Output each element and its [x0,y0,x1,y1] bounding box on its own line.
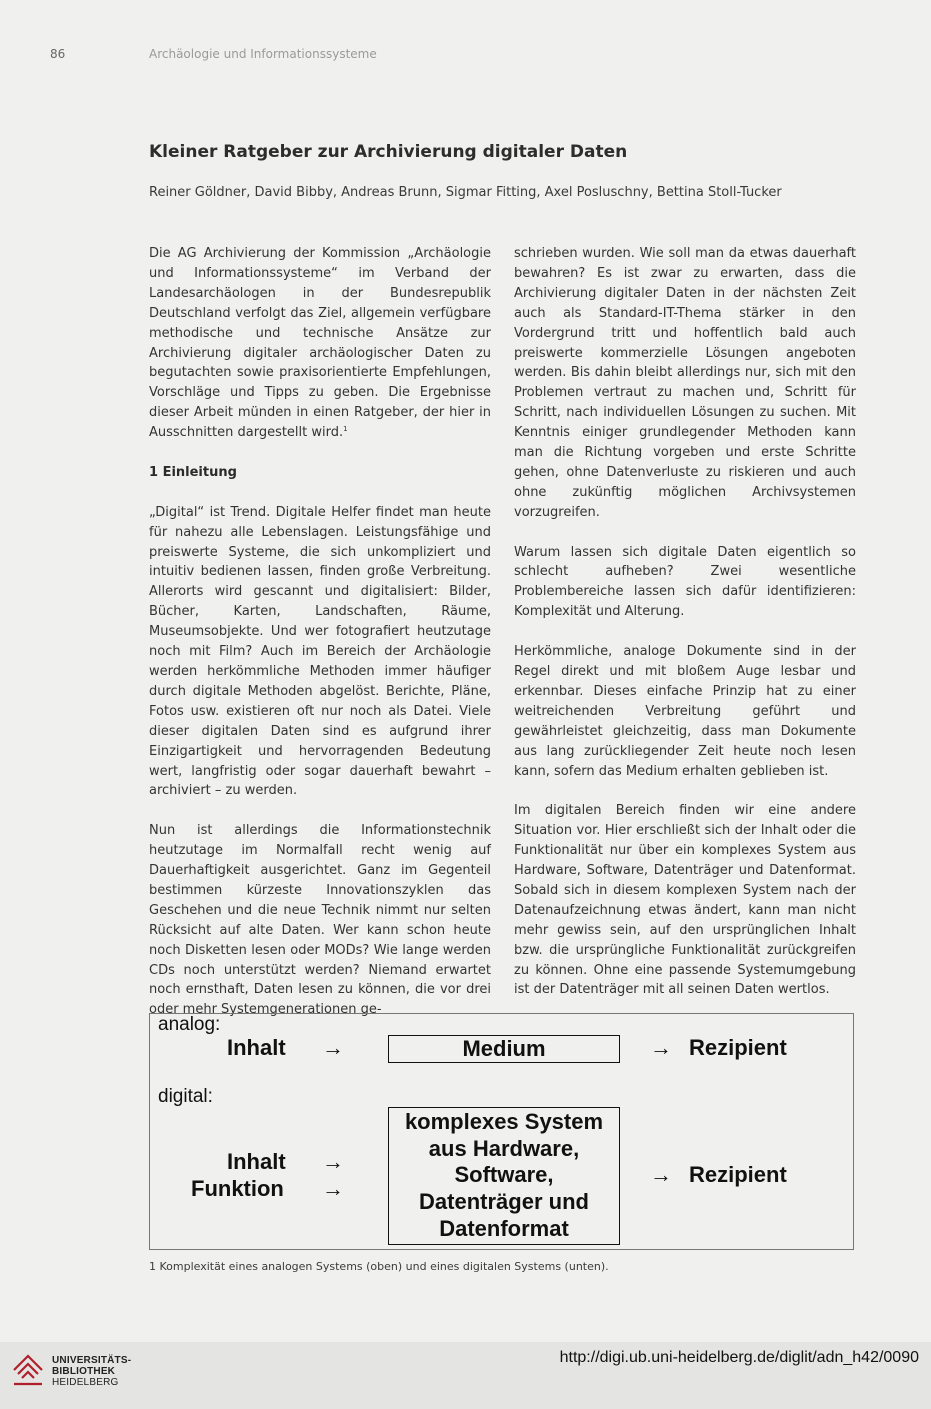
article-authors: Reiner Göldner, David Bibby, Andreas Brunn, Sigmar Fitting, Axel Posluschny, Bettina Stoll-Tucker [149,185,782,200]
library-logo-text[interactable] [52,1355,131,1388]
page-number: 86 [50,47,66,61]
arrow-icon: → [322,1176,344,1201]
permalink-url[interactable]: http://digi.ub.uni-heidelberg.de/diglit/adn_h42/0090 [559,1349,919,1366]
running-head: Archäologie und Informationssysteme [149,47,377,61]
article-title: Kleiner Ratgeber zur Archivierung digitaler Daten [149,142,628,162]
logo-line: BIBLIOTHEK [52,1366,116,1377]
right-column [514,244,856,1020]
digital-source-inhalt: Inhalt [227,1149,286,1174]
paragraph: Nun ist allerdings die Informationstechnik heutzutage im Normalfall recht wenig auf Dauerhaftigkeit ausgerichtet. Ganz im Gegenteil bestimmen kürzeste Innovationszyklen das Geschehen und die neue Technik nimmt nur selten Rücksicht auf alte Daten. Wer kann schon heute noch Disketten lesen oder MODs? Wie lange werden CDs noch unterstützt werden? Niemand erwartet noch ernsthaft, Daten lesen zu können, die vor drei oder mehr Systemgenerationen ge- [149,823,491,1018]
analog-recipient: Rezipient [689,1035,787,1060]
paragraph: Herkömmliche, analoge Dokumente sind in der Regel direkt und mit bloßem Auge lesbar und erkennbar. Dieses einfache Prinzip hat zu einer weitreichenden Verbreitung geführt und gewährleistet gleichzeitig, dass man Dokumente aus lang zurückliegender Zeit heute noch lesen kann, sofern das Medium erhalten geblieben ist. [514,644,856,779]
paragraph: schrieben wurden. Wie soll man da etwas dauerhaft bewahren? Es ist zwar zu erwarten, dass die Archivierung digitaler Daten in der nächsten Zeit auch als Standard-IT-Thema stärker in den Vordergrund tritt und hoffentlich bald auch preiswerte kommerzielle Lösungen angeboten werden. Bis dahin bleibt allerdings nur, sich mit den Problemen vertraut zu machen und, Schritt für Schritt, nach individuellen Lösungen zu suchen. Mit Kenntnis einiger grundlegender Methoden kann man die Richtung vorgeben und erste Schritte gehen, ohne Datenverluste zu riskieren und auch ohne zukünftig möglichen Archivsystemen vorzugreifen. [514,246,856,520]
figure-complexity-diagram [149,1013,854,1250]
arrow-icon: → [322,1149,344,1174]
intro-text: Die AG Archivierung der Kommission „Archäologie und Informationssysteme“ im Verband der Landesarchäologen in der Bundesrepublik Deutschland verfolgt das Ziel, allgemein verfügbare methodische und technische Ansätze zur Archivierung digitaler archäologischer Daten zu begutachten sowie praxisorientierte Empfehlungen, Vorschläge und Tipps zu geben. Die Ergebnisse dieser Arbeit münden in einen Ratgeber, der hier in Ausschnitten dargestellt wird. [149,246,491,441]
complex-system-line: Software, [454,1162,554,1188]
left-column [149,244,491,1040]
arrow-icon: → [650,1035,672,1060]
figure-caption: 1 Komplexität eines analogen Systems (oben) und eines digitalen Systems (unten). [149,1260,609,1273]
library-logo-icon[interactable] [8,1350,48,1390]
paragraph: „Digital“ ist Trend. Digitale Helfer findet man heute für nahezu alle Lebenslagen. Leistungsfähige und preiswerte Systeme, die sich unkompliziert und intuitiv bedienen lassen, finden große Verbreitung. Allerorts wird gescannt und digitalisiert: Bilder, Bücher, Karten, Landschaften, Räume, Museumsobjekte. Und wer fotografiert heutzutage noch mit Film? Auch im Bereich der Archäologie werden herkömmliche Methoden immer häufiger durch digitale Methoden abgelöst. Berichte, Pläne, Fotos usw. existieren oft nur noch als Datei. Viele dieser digitalen Daten sind es aufgrund ihrer Einzigartigkeit und hervorragenden Bedeutung wert, langfristig oder sogar dauerhaft bewahrt – archiviert – zu werden. [149,504,491,799]
viewer-footer [0,1342,931,1409]
intro-paragraph [149,244,491,443]
complex-system-line: aus Hardware, [428,1135,580,1161]
complex-system-line: Datenträger und [419,1189,589,1215]
medium-box [388,1035,620,1063]
arrow-icon: → [650,1162,672,1187]
logo-line: UNIVERSITÄTS- [52,1355,132,1366]
analog-label: analog: [158,1014,221,1035]
paragraph: Im digitalen Bereich finden wir eine andere Situation vor. Hier erschließt sich der Inhalt oder die Funktionalität nur über ein komplexes System aus Hardware, Software, Datenträger und Datenformat. Sobald sich in diesem komplexen System nach der Datenaufzeichnung etwas ändert, kann man nicht mehr gewiss sein, auf den ursprünglichen Inhalt bzw. die ursprüngliche Funktionalität zurückgreifen zu können. Ohne eine passende Systemumgebung ist der Datenträger mit all seinen Daten wertlos. [514,803,856,998]
digital-recipient: Rezipient [689,1162,787,1187]
digital-source-funktion: Funktion [191,1176,284,1201]
digital-label: digital: [158,1086,213,1107]
paragraph: Warum lassen sich digitale Daten eigentlich so schlecht aufheben? Zwei wesentliche Problembereiche lassen sich dafür identifizieren: Komplexität und Alterung. [514,544,856,620]
analog-source-inhalt: Inhalt [227,1035,286,1060]
section-heading: 1 Einleitung [149,464,237,480]
complex-system-line: Datenformat [439,1215,569,1241]
footnote-marker: 1 [343,425,348,434]
medium-label: Medium [462,1036,546,1061]
arrow-icon: → [322,1035,344,1060]
logo-line: HEIDELBERG [52,1377,119,1388]
complex-system-line: komplexes System [404,1109,604,1134]
complex-system-box [388,1107,620,1245]
